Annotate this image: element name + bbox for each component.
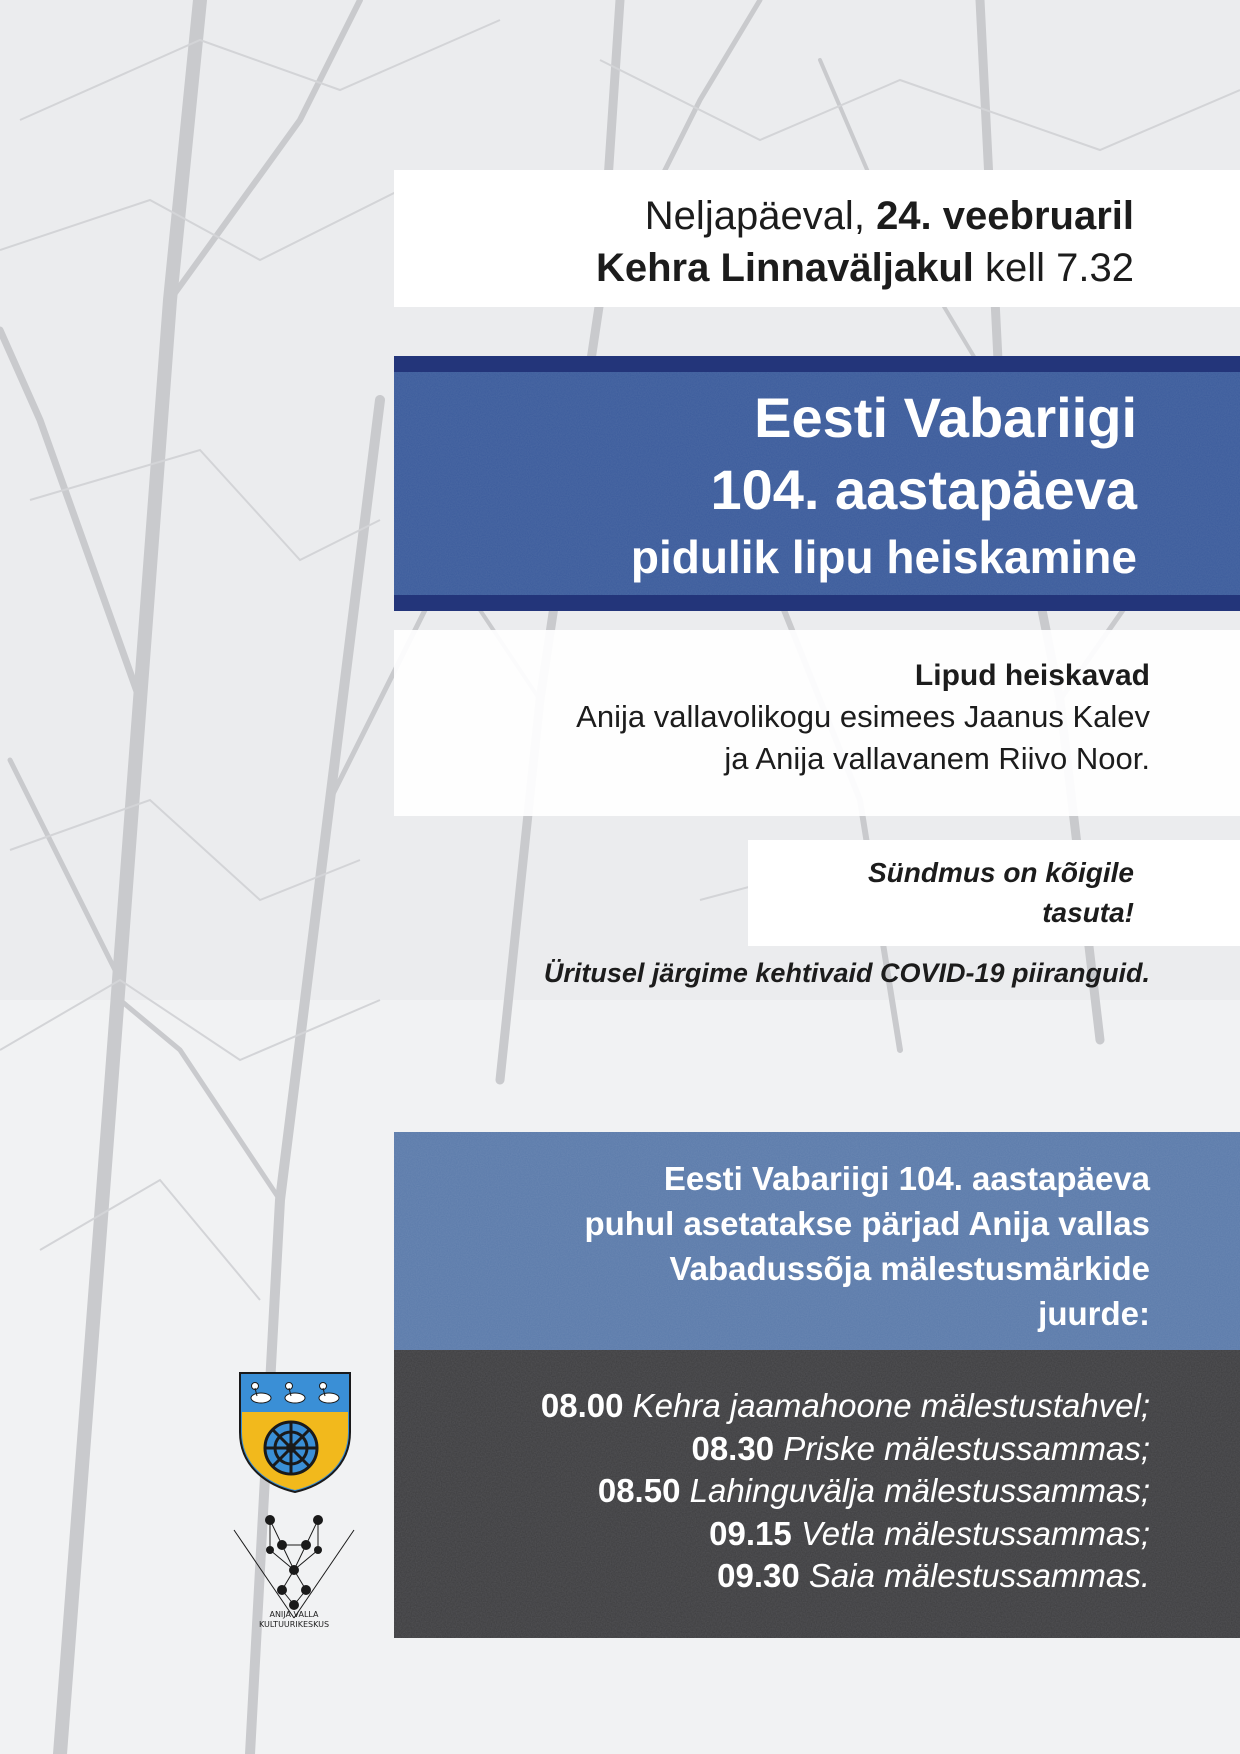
wreath-line-1: Eesti Vabariigi 104. aastapäeva xyxy=(663,1160,1150,1197)
schedule-item xyxy=(394,1428,1150,1471)
flag-hoisters-heading: Lipud heiskavad xyxy=(914,659,1150,692)
wreath-line-4: juurde: xyxy=(1038,1295,1150,1332)
schedule-time: 09.30 xyxy=(717,1557,800,1594)
title-line-2: 104. aastapäeva xyxy=(710,458,1137,521)
free-event-line-1: Sündmus on kõigile xyxy=(867,857,1134,888)
schedule-item xyxy=(394,1513,1150,1556)
schedule-item xyxy=(394,1385,1150,1428)
wreath-line-2: puhul asetatakse pärjad Anija vallas xyxy=(584,1205,1150,1242)
schedule-time: 08.50 xyxy=(597,1472,681,1509)
schedule-time: 08.30 xyxy=(691,1429,775,1467)
schedule-item xyxy=(394,1470,1150,1513)
wreath-schedule-box xyxy=(394,1350,1240,1638)
event-date: 24. veebruaril xyxy=(876,194,1134,238)
event-title-banner xyxy=(394,356,1240,611)
culture-centre-line-2: KULTUURIKESKUS xyxy=(258,1620,330,1629)
title-line-3: pidulik lipu heiskamine xyxy=(630,531,1137,583)
wreath-laying-heading-box xyxy=(394,1132,1240,1350)
wreath-line-3: Vabadussõja mälestusmärkide xyxy=(669,1250,1150,1287)
free-event-line-2: tasuta! xyxy=(1042,897,1134,928)
schedule-place: Priske mälestussammas; xyxy=(783,1429,1150,1467)
schedule-place: Saia mälestussammas. xyxy=(808,1557,1150,1594)
culture-centre-logo-icon xyxy=(232,1510,356,1620)
schedule-place: Lahinguvälja mälestussammas; xyxy=(689,1472,1150,1509)
event-place: Kehra Linnaväljakul xyxy=(595,246,974,290)
event-date-location-box xyxy=(394,170,1240,307)
event-day: Neljapäeval, xyxy=(644,194,865,238)
schedule-time: 09.15 xyxy=(709,1514,792,1552)
anija-coat-of-arms-icon xyxy=(237,1370,353,1494)
schedule-place: Kehra jaamahoone mälestustahvel; xyxy=(632,1387,1150,1424)
event-time: kell 7.32 xyxy=(985,246,1134,290)
schedule-place: Vetla mälestussammas; xyxy=(800,1514,1150,1552)
flag-hoisters-line-2: ja Anija vallavanem Riivo Noor. xyxy=(724,741,1150,776)
title-line-1: Eesti Vabariigi xyxy=(754,386,1137,449)
free-event-box xyxy=(748,840,1240,946)
covid-note: Üritusel järgime kehtivaid COVID-19 piiranguid. xyxy=(543,958,1150,988)
culture-centre-name xyxy=(232,1610,356,1630)
flag-hoisters-line-1: Anija vallavolikogu esimees Jaanus Kalev xyxy=(576,699,1150,734)
culture-centre-line-1: ANIJA VALLA xyxy=(269,1610,319,1619)
schedule-item xyxy=(394,1555,1150,1598)
flag-hoisters-box xyxy=(394,630,1240,816)
schedule-time: 08.00 xyxy=(540,1387,624,1424)
